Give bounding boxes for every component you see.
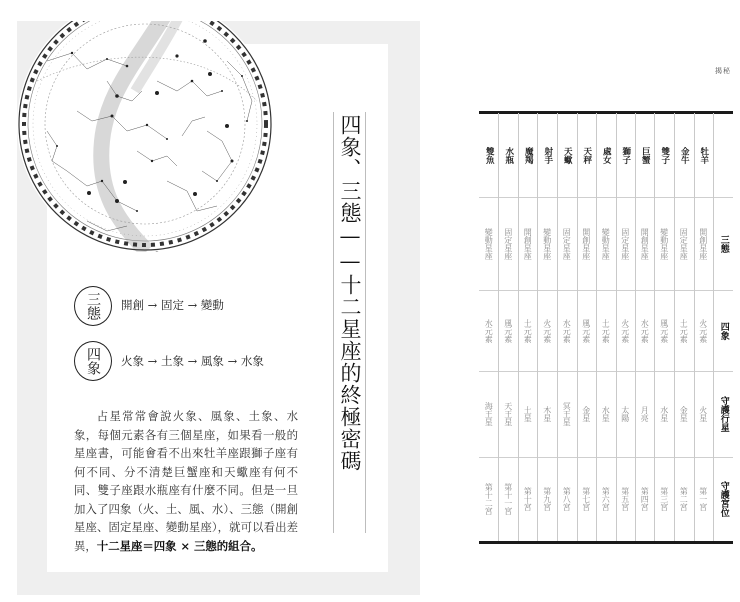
table-cell-text: 固定星座: [562, 227, 572, 260]
badge-four-elements: [74, 341, 112, 381]
table-cell-text: 第一宮: [698, 487, 708, 511]
table-cell-text: 水元素: [484, 318, 494, 343]
table-cell: [635, 197, 655, 290]
table-cell: [557, 457, 577, 541]
arrow-icon: →: [227, 354, 238, 368]
table-bottom-rule: [479, 541, 733, 544]
table-cell: [557, 371, 577, 457]
table-cell-text: 開創星座: [581, 227, 591, 260]
sign-header-cell: [655, 113, 675, 197]
sign-header-cell: [616, 113, 636, 197]
sign-header-cell: [499, 113, 519, 197]
arrow-icon: →: [147, 298, 158, 312]
table-cell: [499, 457, 519, 541]
table-cell: [499, 197, 519, 290]
star-chart-illustration: [17, 21, 297, 261]
body-paragraph: [74, 407, 298, 555]
row-label-cell-text: 四象: [718, 321, 729, 340]
flow-item: 變動: [200, 298, 224, 312]
table-cell: [694, 371, 714, 457]
sign-header-cell-text: 魔羯: [523, 146, 534, 164]
sign-header-cell-text: 牡羊: [698, 146, 709, 164]
table-cell-text: 火元素: [698, 318, 708, 343]
table-cell-text: 木星: [542, 406, 552, 422]
sign-header-cell: [674, 113, 694, 197]
flow-item: 固定: [160, 298, 184, 312]
table-cell: [479, 197, 499, 290]
table-cell-text: 第十宮: [523, 487, 533, 511]
row-label-cell-text: 三態: [718, 234, 729, 253]
sign-header-cell-text: 處女: [601, 146, 612, 164]
body-text: 占星常常會說火象、風象、土象、水象，每個元素各有三個星座，如果看一般的星座書，可能會看不出來牡羊座跟獅子座有何不同、分不清楚巨蟹座和天蠍座有何不同、雙子座跟水瓶座有什麼不同。但是一旦加入了四象（火、土、風、水）、三態（開創星座、固定星座、變動星座），就可以看出差異，: [74, 409, 298, 553]
table-cell: [577, 197, 597, 290]
table-cell: [499, 290, 519, 371]
table-cell: [596, 371, 616, 457]
table-cell-text: 風元素: [659, 318, 669, 343]
sign-header-cell-text: 射手: [542, 146, 553, 164]
table-cell-text: 開創星座: [698, 227, 708, 260]
table-cell-text: 第十一宮: [503, 483, 513, 515]
modes-flow: [121, 297, 224, 313]
table-cell-text: 水星: [659, 406, 669, 422]
table-cell-text: 金星: [581, 406, 591, 422]
table-cell: [694, 290, 714, 371]
table-cell: [655, 457, 675, 541]
table-cell: [577, 371, 597, 457]
table-cell-text: 土元素: [523, 318, 533, 343]
table-cell-text: 第七宮: [581, 487, 591, 511]
sign-header-cell: [557, 113, 577, 197]
table-cell: [596, 457, 616, 541]
row-label-cell-text: 守護行星: [718, 396, 729, 432]
arrow-icon: →: [187, 354, 198, 368]
table-cell: [557, 197, 577, 290]
table-cell-text: 第八宮: [562, 487, 572, 511]
table-cell-text: 開創星座: [523, 227, 533, 260]
table-cell-text: 第五宮: [620, 487, 630, 511]
table-cell-text: 固定星座: [503, 227, 513, 260]
table-cell: [674, 290, 694, 371]
table-cell-text: 太陽: [620, 406, 630, 422]
table-cell-text: 第六宮: [601, 487, 611, 511]
star-chart-icon: [17, 21, 297, 261]
flow-item: 風象: [200, 354, 224, 368]
sign-header-cell: [538, 113, 558, 197]
table-cell-text: 土元素: [679, 318, 689, 343]
table-cell-text: 變動星座: [484, 227, 494, 260]
table-cell: [499, 371, 519, 457]
table-cell: [596, 197, 616, 290]
table-cell: [538, 457, 558, 541]
table-cell-text: 第九宮: [542, 487, 552, 511]
table-cell: [538, 197, 558, 290]
title-rule-left: [333, 112, 334, 533]
table-cell: [635, 371, 655, 457]
table-cell-text: 火元素: [620, 318, 630, 343]
table-cell-text: 水星: [601, 406, 611, 422]
table-cell-text: 水元素: [640, 318, 650, 343]
sign-header-cell-text: 雙魚: [484, 146, 495, 164]
sign-header-cell: [577, 113, 597, 197]
arrow-icon: →: [147, 354, 158, 368]
table-cell-text: 固定星座: [620, 227, 630, 260]
table-cell: [635, 457, 655, 541]
table-cell-text: 風元素: [503, 318, 513, 343]
sign-header-cell: [479, 113, 499, 197]
badge-three-modes: [74, 286, 112, 326]
sign-header-cell-text: 天蠍: [562, 146, 573, 164]
table-cell-text: 第三宮: [659, 487, 669, 511]
table-cell-text: 土元素: [601, 318, 611, 343]
table-cell-text: 海王星: [484, 402, 494, 426]
flow-item: 火象: [121, 354, 144, 368]
table-cell: [694, 457, 714, 541]
badge-label: 四象: [85, 347, 101, 375]
flow-item: 水象: [240, 354, 264, 368]
table-cell-text: 固定星座: [679, 227, 689, 260]
sign-header-cell: [596, 113, 616, 197]
table-cell: [635, 290, 655, 371]
table-cell: [655, 197, 675, 290]
row-label-cell: [714, 457, 734, 541]
row-label-cell-text: 守護宮位: [718, 481, 729, 517]
table-cell: [518, 290, 538, 371]
sign-header-cell-text: 獅子: [620, 146, 631, 164]
table-cell-text: 水元素: [562, 318, 572, 343]
row-label-cell: [714, 197, 734, 290]
table-cell: [518, 371, 538, 457]
table-cell: [616, 457, 636, 541]
table-cell: [616, 371, 636, 457]
sign-header-cell-text: 巨蟹: [640, 146, 651, 164]
table-cell: [674, 371, 694, 457]
table-cell-text: 第十二宮: [484, 483, 494, 515]
table-cell: [538, 290, 558, 371]
table-cell: [616, 290, 636, 371]
row-label-cell: [714, 290, 734, 371]
sign-header-cell: [694, 113, 714, 197]
table-cell: [655, 371, 675, 457]
table-cell: [674, 457, 694, 541]
sign-header-cell-text: 金牛: [679, 146, 690, 164]
chapter-title: 四象、三態——十二星座的終極密碼: [338, 114, 362, 472]
arrow-icon: →: [187, 298, 198, 312]
table-cell: [518, 197, 538, 290]
table-cell-text: 火元素: [542, 318, 552, 343]
sign-header-cell-text: 天秤: [581, 146, 592, 164]
table-cell: [694, 197, 714, 290]
table-cell-text: 火星: [698, 406, 708, 422]
table-cell-text: 土星: [523, 406, 533, 422]
running-head: 揭秘: [715, 67, 731, 75]
table-cell: [577, 290, 597, 371]
table-cell-text: 變動星座: [601, 227, 611, 260]
flow-item: 土象: [160, 354, 184, 368]
table-cell-text: 天王星: [503, 402, 513, 426]
table-cell-text: 第四宮: [640, 487, 650, 511]
table-cell-text: 第二宮: [679, 487, 689, 511]
flow-item: 開創: [121, 298, 144, 312]
body-emphasis: 十二星座＝四象 × 三態的組合。: [96, 538, 263, 553]
table-cell: [538, 371, 558, 457]
table-cell: [479, 290, 499, 371]
table-cell-text: 變動星座: [542, 227, 552, 260]
table-cell-text: 冥王星: [562, 402, 572, 426]
table-cell-text: 風元素: [581, 318, 591, 343]
title-rule-right: [365, 112, 366, 533]
table-cell: [557, 290, 577, 371]
table-cell-text: 變動星座: [659, 227, 669, 260]
table-cell: [518, 457, 538, 541]
sign-header-cell: [635, 113, 655, 197]
table-cell: [479, 371, 499, 457]
table-cell: [596, 290, 616, 371]
table-cell: [577, 457, 597, 541]
table-cell-text: 金星: [679, 406, 689, 422]
table-cell-text: 開創星座: [640, 227, 650, 260]
sign-header-cell-text: 水瓶: [503, 146, 514, 164]
row-label-cell: [714, 371, 734, 457]
table-cell: [674, 197, 694, 290]
table-cell-text: 月亮: [640, 406, 650, 422]
table-cell: [655, 290, 675, 371]
table-cell: [479, 457, 499, 541]
table-cell: [616, 197, 636, 290]
elements-flow: [121, 353, 264, 369]
sign-header-cell-text: 雙子: [659, 146, 670, 164]
sign-header-cell: [518, 113, 538, 197]
zodiac-table: [479, 111, 733, 544]
badge-label: 三態: [85, 292, 101, 320]
